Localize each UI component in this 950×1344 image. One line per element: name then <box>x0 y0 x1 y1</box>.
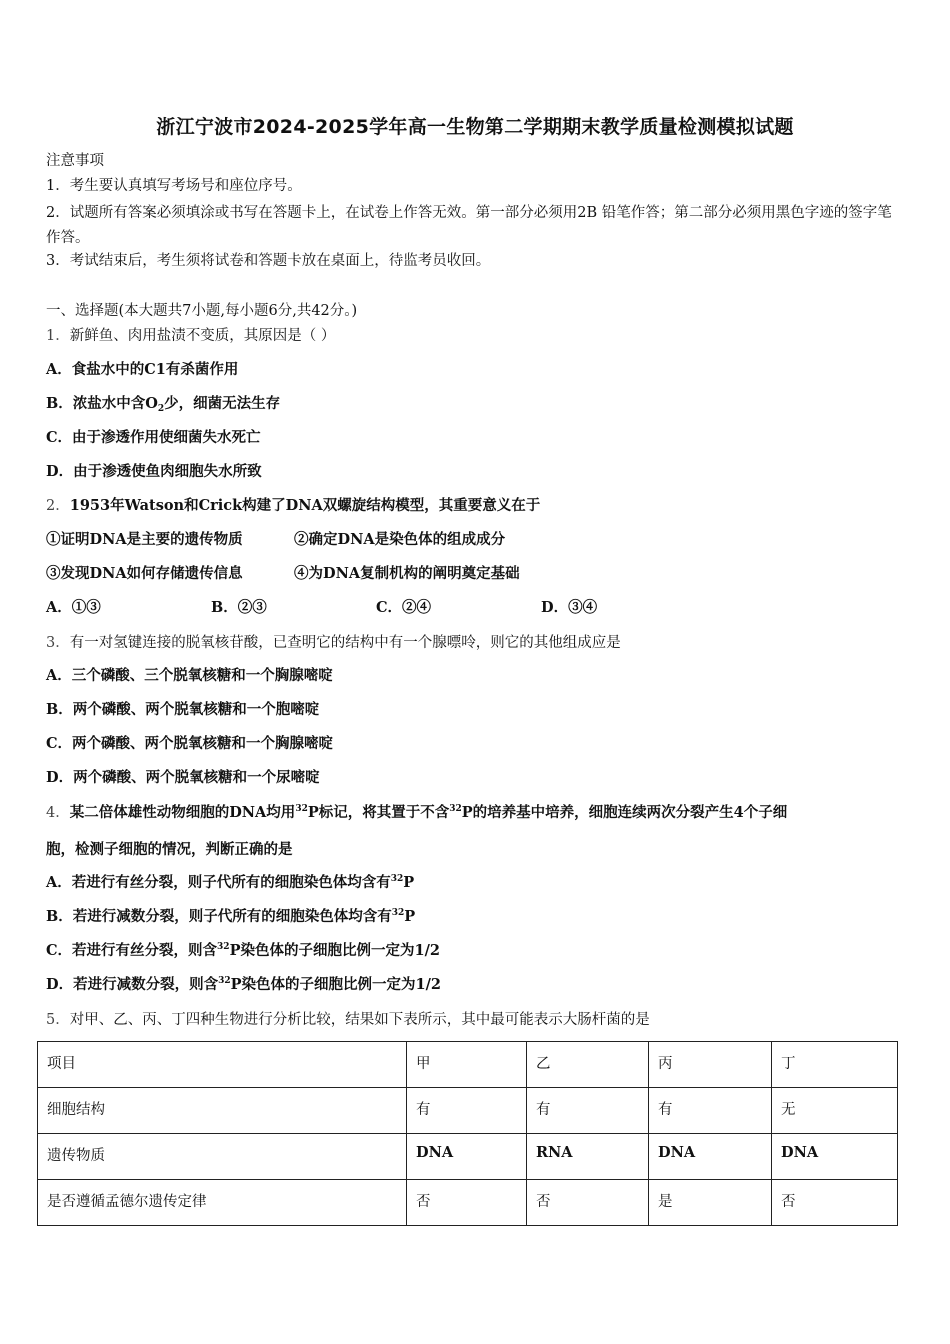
table-cell: 丙 <box>649 1042 772 1088</box>
option-text: 少，细菌无法生存 <box>164 395 281 412</box>
superscript: 32 <box>449 804 462 814</box>
section-heading: 一、选择题(本大题共7小题,每小题6分,共42分。) <box>46 303 358 319</box>
option-text: P <box>403 874 415 891</box>
table-cell: 甲 <box>407 1042 527 1088</box>
table-cell: 无 <box>772 1088 898 1134</box>
option-b: B．两个磷酸、两个脱氧核糖和一个胞嘧啶 <box>46 701 320 718</box>
question-stem: P标记，将其置于不含 <box>307 804 450 821</box>
table-row <box>38 1042 898 1088</box>
table-cell: RNA <box>527 1134 649 1180</box>
table-cell: 否 <box>407 1180 527 1226</box>
page-title: 浙江宁波市2024-2025学年高一生物第二学期期末教学质量检测模拟试题 <box>156 116 794 138</box>
table-cell: 项目 <box>38 1042 407 1088</box>
option-b <box>46 394 280 414</box>
question-number: 5． <box>46 1012 70 1028</box>
superscript: 32 <box>391 908 405 918</box>
table-row <box>38 1134 898 1180</box>
table-cell: 遗传物质 <box>38 1134 407 1180</box>
option-c: C．②④ <box>376 599 432 616</box>
table-cell: 是 <box>649 1180 772 1226</box>
note-item: 2．试题所有答案必须填涂或书写在答题卡上，在试卷上作答无效。第一部分必须用2B 铅笔作答；第二部分必须用黑色字迹的签字笔作答。 <box>46 205 892 246</box>
question-stem: 某二倍体雄性动物细胞的DNA均用 <box>69 804 296 821</box>
question-number: 2． <box>46 498 70 514</box>
question-stem: 有一对氢键连接的脱氧核苷酸，已查明它的结构中有一个腺嘌呤，则它的其他组成应是 <box>69 635 621 651</box>
option-d: D．③④ <box>541 599 598 616</box>
option-d: D．两个磷酸、两个脱氧核糖和一个尿嘧啶 <box>46 769 320 786</box>
statement-3: ③发现DNA如何存储遗传信息 <box>46 565 243 582</box>
question-3 <box>46 633 621 653</box>
question-2 <box>46 496 540 516</box>
note-item: 3．考试结束后，考生须将试卷和答题卡放在桌面上，待监考员收回。 <box>46 253 491 269</box>
option-text: B．浓盐水中含O <box>46 395 158 412</box>
comparison-table <box>37 1041 898 1226</box>
superscript: 32 <box>218 976 231 986</box>
table-cell: 有 <box>527 1088 649 1134</box>
statement-row <box>46 564 520 584</box>
option-text: B．若进行减数分裂，则子代所有的细胞染色体均含有 <box>46 908 392 925</box>
table-cell: DNA <box>772 1134 898 1180</box>
table-cell: 乙 <box>527 1042 649 1088</box>
table-cell: 否 <box>527 1180 649 1226</box>
option-c <box>46 941 440 961</box>
superscript: 32 <box>390 874 404 884</box>
question-stem: 新鲜鱼、肉用盐渍不变质，其原因是（ ） <box>69 328 336 344</box>
question-5 <box>46 1010 650 1030</box>
statement-4: ④为DNA复制机构的阐明奠定基础 <box>294 565 520 582</box>
table-cell: 丁 <box>772 1042 898 1088</box>
superscript: 32 <box>295 804 308 814</box>
table-row <box>38 1180 898 1226</box>
table-cell: DNA <box>649 1134 772 1180</box>
table-cell: 否 <box>772 1180 898 1226</box>
table-cell: 有 <box>407 1088 527 1134</box>
option-text: C．若进行有丝分裂，则含 <box>46 942 218 959</box>
option-c: C．两个磷酸、两个脱氧核糖和一个胸腺嘧啶 <box>46 735 334 752</box>
notes-heading: 注意事项 <box>46 153 104 169</box>
option-a <box>46 873 414 893</box>
option-b <box>46 907 415 927</box>
subscript: 2 <box>157 404 165 414</box>
question-4 <box>46 803 787 823</box>
superscript: 32 <box>217 942 230 952</box>
table-cell: 有 <box>649 1088 772 1134</box>
table-cell: 细胞结构 <box>38 1088 407 1134</box>
question-1 <box>46 326 335 346</box>
option-text: P <box>404 908 416 925</box>
table-row <box>38 1088 898 1134</box>
option-text: A．若进行有丝分裂，则子代所有的细胞染色体均含有 <box>46 874 391 891</box>
question-number: 3． <box>46 635 70 651</box>
statement-2: ②确定DNA是染色体的组成成分 <box>294 531 506 548</box>
statement-1: ①证明DNA是主要的遗传物质 <box>46 531 243 548</box>
statement-row <box>46 530 505 550</box>
question-stem: 对甲、乙、丙、丁四种生物进行分析比较，结果如下表所示，其中最可能表示大肠杆菌的是 <box>69 1012 650 1028</box>
option-a: A．①③ <box>46 599 101 616</box>
question-number: 1． <box>46 328 70 344</box>
option-b: B．②③ <box>211 599 267 616</box>
option-d: D．由于渗透使鱼肉细胞失水所致 <box>46 463 262 480</box>
option-text: P染色体的子细胞比例一定为1/2 <box>229 942 440 959</box>
option-text: P染色体的子细胞比例一定为1/2 <box>230 976 441 993</box>
option-d <box>46 975 441 995</box>
option-a: A．食盐水中的C1有杀菌作用 <box>46 361 239 378</box>
options-row <box>46 598 597 618</box>
question-number: 4． <box>46 805 70 821</box>
option-text: D．若进行减数分裂，则含 <box>46 976 219 993</box>
question-stem-continued: 胞，检测子细胞的情况，判断正确的是 <box>46 841 293 858</box>
table-cell: DNA <box>407 1134 527 1180</box>
question-stem: 1953年Watson和Crick构建了DNA双螺旋结构模型，其重要意义在于 <box>69 497 541 514</box>
question-stem: P的培养基中培养，细胞连续两次分裂产生4个子细 <box>461 804 788 821</box>
table-cell: 是否遵循孟德尔遗传定律 <box>38 1180 407 1226</box>
option-c: C．由于渗透作用使细菌失水死亡 <box>46 429 261 446</box>
option-a: A．三个磷酸、三个脱氧核糖和一个胸腺嘧啶 <box>46 667 333 684</box>
note-item: 1．考生要认真填写考场号和座位序号。 <box>46 178 302 194</box>
